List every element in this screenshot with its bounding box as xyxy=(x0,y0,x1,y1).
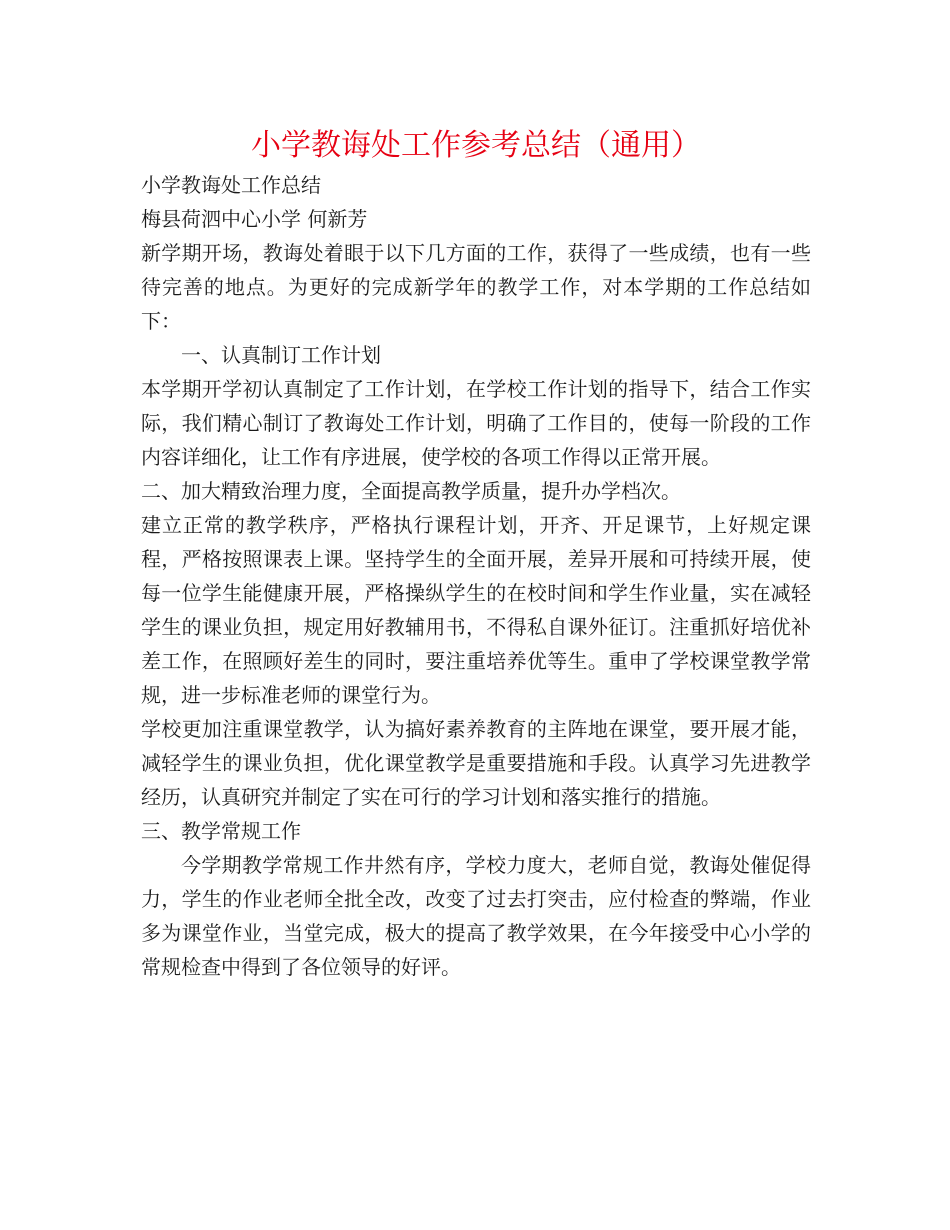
paragraph-classroom-teaching: 学校更加注重课堂教学，认为搞好素养教育的主阵地在课堂，要开展才能，减轻学生的课业负担，优化课堂教学是重要措施和手段。认真学习先进教学经历，认真研究并制定了实在可行的学习计划和落实推行的措施。 xyxy=(141,717,811,809)
document-title: 小学教诲处工作参考总结（通用） xyxy=(251,128,701,163)
section-heading-2: 二、加大精致治理力度，全面提高教学质量，提升办学档次。 xyxy=(141,479,681,503)
section-heading-3: 三、教学常规工作 xyxy=(141,819,301,843)
document-page xyxy=(141,124,811,984)
author-line: 梅县荷泗中心小学 何新芳 xyxy=(141,207,368,231)
paragraph-work-plan: 本学期开学初认真制定了工作计划，在学校工作计划的指导下，结合工作实际，我们精心制订了教诲处工作计划，明确了工作目的，使每一阶段的工作内容详细化，让工作有序进展，使学校的各项工作得以正常开展。 xyxy=(141,377,811,469)
paragraph-teaching-order: 建立正常的教学秩序，严格执行课程计划，开齐、开足课节，上好规定课程，严格按照课表上课。坚持学生的全面开展，差异开展和可持续开展，使每一位学生能健康开展，严格操纵学生的在校时间和学生作业量，实在减轻学生的课业负担，规定用好教辅用书，不得私自课外征订。注重抓好培优补差工作，在照顾好差生的同时，要注重培养优等生。重申了学校课堂教学常规，进一步标准老师的课堂行为。 xyxy=(141,513,811,707)
paragraph-teaching-routine: 今学期教学常规工作井然有序，学校力度大，老师自觉，教诲处催促得力，学生的作业老师全批全改，改变了过去打突击，应付检查的弊端，作业多为课堂作业，当堂完成，极大的提高了教学效果，在今年接受中心小学的常规检查中得到了各位领导的好评。 xyxy=(141,853,811,979)
section-heading-1: 一、认真制订工作计划 xyxy=(181,343,381,367)
document-subtitle: 小学教诲处工作总结 xyxy=(141,173,321,197)
paragraph-intro: 新学期开场，教诲处着眼于以下几方面的工作，获得了一些成绩，也有一些待完善的地点。为更好的完成新学年的教学工作，对本学期的工作总结如下： xyxy=(141,241,811,333)
